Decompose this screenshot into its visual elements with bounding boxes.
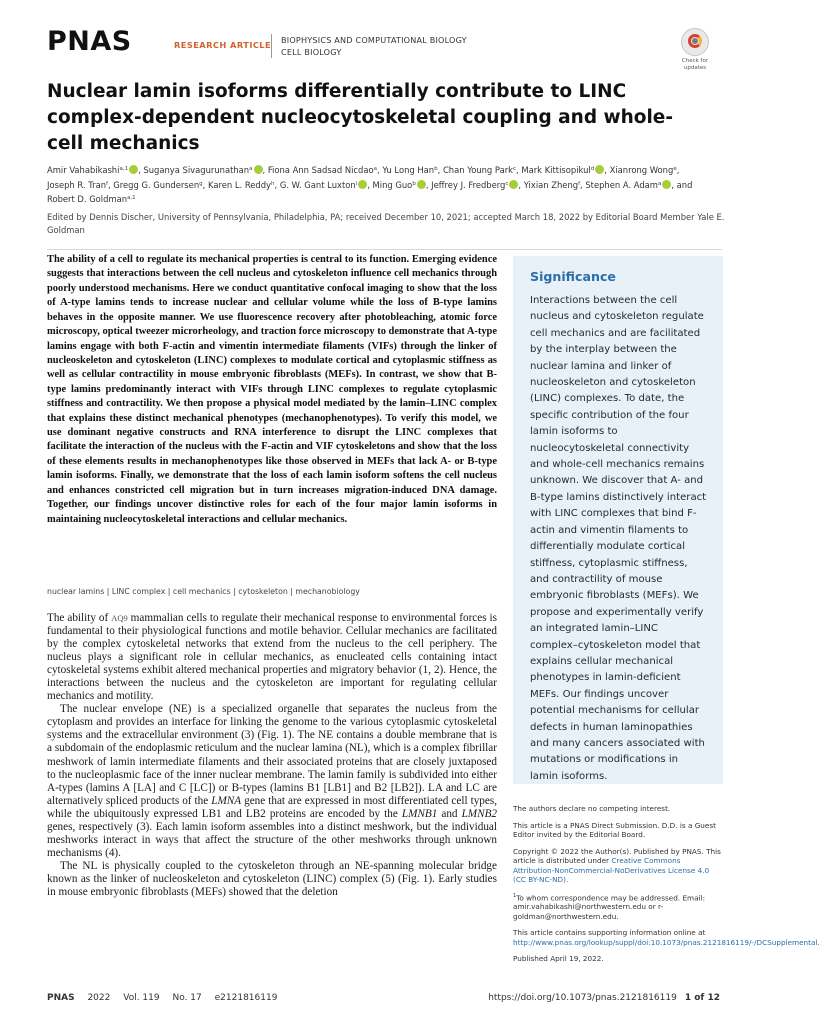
- author[interactable]: [143, 165, 262, 175]
- affiliation-mark: b: [434, 166, 438, 172]
- subject-category: BIOPHYSICS AND COMPUTATIONAL BIOLOGY: [281, 35, 467, 45]
- author[interactable]: [373, 180, 426, 190]
- footer-number: No. 17: [172, 993, 202, 1003]
- author[interactable]: [521, 165, 604, 175]
- affiliation-mark: a,1: [127, 195, 136, 202]
- doi-link[interactable]: https://doi.org/10.1073/pnas.2121816119: [488, 993, 677, 1003]
- footer-journal: PNAS: [47, 993, 75, 1003]
- author-name: Fiona Ann Sadsad Nicdao: [267, 165, 374, 175]
- affiliation-mark: a: [373, 166, 377, 172]
- author-name: Amir Vahabikashi: [47, 165, 120, 175]
- author-name: Karen L. Reddy: [207, 179, 272, 190]
- journal-logo[interactable]: PNAS: [47, 26, 132, 57]
- check-for-updates-button[interactable]: [677, 28, 713, 71]
- body-paragraph: The ability of AQ9 mammalian cells to regulate their mechanical response to environmental forces is fundamental to their physiological functions and motile behavior. Cellular mechanics are facilitated by the complex cytoskeletal networks that extend from the nucleus to the cell periphery. The nucleus plays a significant role in cellular mechanics, as enucleated cells containing intact cytoskeletal systems exhibit altered mechanical properties and migratory behavior (1, 2). Hence, the interactions between the nucleus and the cytoskeleton are important for regulating cellular mechanics and motility.: [47, 612, 497, 703]
- body-paragraph: The nuclear envelope (NE) is a specialized organelle that separates the nucleus from the cytoplasm and provides an interface for linking the genome to the various cytoplasmic cytoskeletal systems and the extracellular environment (3) (Fig. 1). The NE contains a double membrane that is a subdomain of the endoplasmic reticulum and the nuclear lamina (NL), which is a complex fibrillar meshwork of lamin intermediate filaments and their associated proteins that are closely juxtaposed to the nucleoplasmic face of the inner nuclear membrane. The lamin family is subdivided into either A-types (lamins A [LA] and C [LC]) or B-types (lamins B1 [LB1] and B2 [LB2]). LA and LC are alternatively spliced products of the LMNA gene that are expressed in most differentiated cell types, while the ubiquitously expressed LB1 and LB2 proteins are encoded by the LMNB1 and LMNB2 genes, respectively (3). Each lamin isoform assembles into a distinct meshwork, but the individual meshworks interact in ways that affect the structure of the other meshworks through unknown mechanisms (4).: [47, 703, 498, 859]
- significance-heading: Significance: [530, 269, 616, 284]
- author-name: Joseph R. Tran: [47, 179, 107, 190]
- author[interactable]: [47, 194, 136, 204]
- author-name: Stephen A. Adam: [585, 179, 658, 190]
- orcid-icon[interactable]: [417, 180, 426, 189]
- abstract: The ability of a cell to regulate its mechanical properties is central to its function. Emerging evidence suggests that interactions between the cell nucleus and cytoskeleton influence cell mechanics through poorly understood mechanisms. Here we conduct quantitative confocal imaging to show that the loss of A-type lamins tends to increase nuclear and cellular volume while the loss of B-type lamins behaves in the opposite manner. We use fluorescence recovery after photobleaching, atomic force microscopy, optical tweezer microrheology, and traction force microscopy to demonstrate that A-type lamins engage with both F-actin and vimentin intermediate filaments (VIFs) through the linker of nucleoskeleton and cytoskeleton (LINC) complexes to modulate cortical and cytoplasmic stiffness as well as cellular contractility in mouse embryonic fibroblasts (MEFs). In contrast, we show that B-type lamins predominantly interact with VIFs through LINC complexes to regulate cytoplasmic stiffness and contractility. We then propose a physical model mediated by the lamin–LINC complex that explains these distinct mechanical phenotypes (mechanophenotypes). To verify this model, we use dominant negative constructs and RNA interference to disrupt the LINC complexes that facilitate the interaction of the nucleus with the F-actin and VIF cytoskeletons and show that the loss of these elements results in mechanophenotypes like those observed in MEFs that lack A- or B-type lamin isoforms. Finally, we demonstrate that the loss of each lamin isoform softens the cell nucleus and enhances constricted cell migration but in turn increases migration-induced DNA damage. Together, our findings uncover distinctive roles for each of the four major lamin isoforms in maintaining nucleocytoskeletal interactions and cellular mechanics.: [47, 254, 497, 525]
- author[interactable]: [524, 180, 580, 190]
- subject-category: CELL BIOLOGY: [281, 47, 342, 57]
- orcid-icon[interactable]: [509, 180, 518, 189]
- editor-line: Edited by Dennis Discher, University of Pennsylvania, Philadelphia, PA; received December 10, 2021; accepted March 18, 2022 by Editorial Board Member Yale E. Goldman: [47, 212, 725, 236]
- gene-name: LMNB2: [461, 807, 497, 820]
- affiliation-mark: a,1: [119, 166, 129, 172]
- author-list: Amir Vahabikashi$^{a,1}$ , Suganya Sivagurunathan$^a$ , Fiona Ann Sadsad Nicdao$^a$, Yu Long Han$^b$, Chan Young Park$^c$, Mark Kittisopikul$^d$ , Xianrong Wong$^e$, Joseph R. Tran$^f$, Gregg G. Gundersen$^g$, Karen L. Reddy$^h$, G. W. Gant Luxton$^i$ , Ming Guo$^b$ , Jeffrey J. Fredberg$^c$ , Yixian Zheng$^f$, Stephen A. Adam$^a$ , and Robert D. Goldman$^{a,1}$: [47, 165, 693, 205]
- gene-name: LMNB1: [401, 807, 438, 820]
- author-name: Gregg G. Gundersen: [113, 179, 200, 190]
- footer-year: 2022: [87, 993, 111, 1003]
- affiliation-mark: i: [355, 180, 358, 187]
- orcid-icon[interactable]: [254, 165, 263, 174]
- author-name: Xianrong Wong: [609, 165, 674, 175]
- license-link[interactable]: Creative Commons Attribution-NonCommercial-NoDerivatives License 4.0 (CC BY-NC-ND).: [513, 856, 710, 884]
- author[interactable]: [585, 180, 671, 190]
- affiliation-mark: d: [590, 166, 595, 172]
- affiliation-mark: c: [505, 180, 509, 187]
- published-date: Published April 19, 2022.: [513, 954, 604, 964]
- author-name: Jeffrey J. Fredberg: [431, 179, 506, 190]
- article-title: Nuclear lamin isoforms differentially contribute to LINC complex-dependent nucleocytoskeletal coupling and whole-cell mechanics: [47, 81, 674, 154]
- author-name: Yixian Zheng: [523, 179, 579, 190]
- page-footer: [47, 993, 720, 1009]
- orcid-icon[interactable]: [662, 180, 671, 189]
- author[interactable]: [47, 180, 108, 190]
- author[interactable]: [431, 180, 518, 190]
- article-notes: [513, 804, 820, 971]
- divider: [47, 249, 722, 250]
- affiliation-mark: a: [249, 166, 253, 172]
- affiliation-mark: g: [199, 180, 203, 187]
- affiliation-mark: c: [513, 166, 517, 172]
- author[interactable]: [280, 180, 367, 190]
- orcid-icon[interactable]: [129, 165, 138, 174]
- competing-interest: The authors declare no competing interest.: [513, 804, 671, 813]
- author[interactable]: [443, 165, 516, 175]
- submission-note: This article is a PNAS Direct Submission. D.D. is a Guest Editor invited by the Editorial Board.: [513, 820, 716, 839]
- footer-volume: Vol. 119: [123, 993, 160, 1003]
- author[interactable]: [208, 180, 275, 190]
- significance-box: [513, 256, 723, 784]
- affiliation-mark: e: [673, 166, 677, 172]
- affiliation-mark: h: [271, 180, 275, 187]
- author[interactable]: [382, 165, 437, 175]
- page-number: 1 of 12: [684, 993, 720, 1003]
- footer-article-id: e2121816119: [214, 993, 278, 1003]
- correspondence-note: $^1$To whom correspondence may be addressed. Email: amir.vahabikashi@northwestern.edu or r-goldman@northwestern.edu.: [513, 892, 706, 921]
- affiliation-mark: f: [578, 180, 581, 187]
- article-type: RESEARCH ARTICLE: [174, 40, 272, 50]
- author[interactable]: [113, 180, 202, 190]
- body-text: [47, 612, 497, 899]
- gene-name: LMNA: [211, 794, 242, 807]
- affiliation-mark: f: [106, 180, 108, 187]
- author-name: Ming Guo: [372, 179, 413, 190]
- keywords: nuclear lamins | LINC complex | cell mechanics | cytoskeleton | mechanobiology: [47, 587, 360, 596]
- author-name: Chan Young Park: [442, 165, 514, 175]
- author-name: Yu Long Han: [382, 165, 435, 175]
- orcid-icon[interactable]: [595, 165, 604, 174]
- author[interactable]: [47, 165, 138, 175]
- check-updates-icon: [681, 28, 709, 56]
- body-paragraph: The NL is physically coupled to the cytoskeleton through an NE-spanning molecular bridge known as the linker of nucleoskeleton and cytoskeleton (LINC) complex (5) (Fig. 1). Early studies in mouse embryonic fibroblasts (MEFs) showed that the deletion: [47, 859, 497, 898]
- supporting-info-note: This article contains supporting information online at http://www.pnas.org/lookup/suppl/doi:10.1073/pnas.2121816119/-/DCSupplemental.: [513, 928, 820, 947]
- header-divider: [271, 34, 272, 58]
- check-updates-label: Check for updates: [681, 58, 709, 71]
- author[interactable]: [610, 165, 677, 175]
- significance-text: Interactions between the cell nucleus and cytoskeleton regulate cell mechanics and are facilitated by the interplay between the nuclear lamina and linker of nucleoskeleton and cytoskeleton (LINC) complexes. To date, the specific contribution of the four lamin isoforms to nucleocytoskeletal connectivity and whole-cell mechanics remains unknown. We discover that A- and B-type lamins distinctively interact with LINC complexes that bind F-actin and vimentin filaments to differentially modulate cortical stiffness, cytoplasmic stiffness, and contractility of mouse embryonic fibroblasts (MEFs). We propose and experimentally verify an integrated lamin–LINC complex–cytoskeleton model that explains cellular mechanical phenotypes in lamin-deficient MEFs. Our findings uncover potential mechanisms for cellular defects in human laminopathies and many cancers associated with mutations or modifications in lamin isoforms.: [530, 295, 707, 782]
- author-name: Robert D. Goldman: [47, 194, 128, 205]
- supporting-info-link[interactable]: http://www.pnas.org/lookup/suppl/doi:10.1073/pnas.2121816119/-/DCSupplemental.: [513, 937, 820, 947]
- author-name: G. W. Gant Luxton: [279, 179, 356, 190]
- orcid-icon[interactable]: [355, 180, 367, 189]
- author-name: Suganya Sivagurunathan: [143, 165, 250, 175]
- author-query-marker[interactable]: AQ9: [111, 613, 128, 623]
- copyright-note: Copyright © 2022 the Author(s). Published by PNAS. This article is distributed under Creative Commons Attribution-NonCommercial-NoDerivatives License 4.0 (CC BY-NC-ND).: [513, 846, 721, 884]
- author-name: Mark Kittisopikul: [521, 165, 591, 175]
- author[interactable]: [268, 165, 377, 175]
- affiliation-mark: a: [657, 180, 662, 187]
- affiliation-mark: b: [412, 180, 416, 187]
